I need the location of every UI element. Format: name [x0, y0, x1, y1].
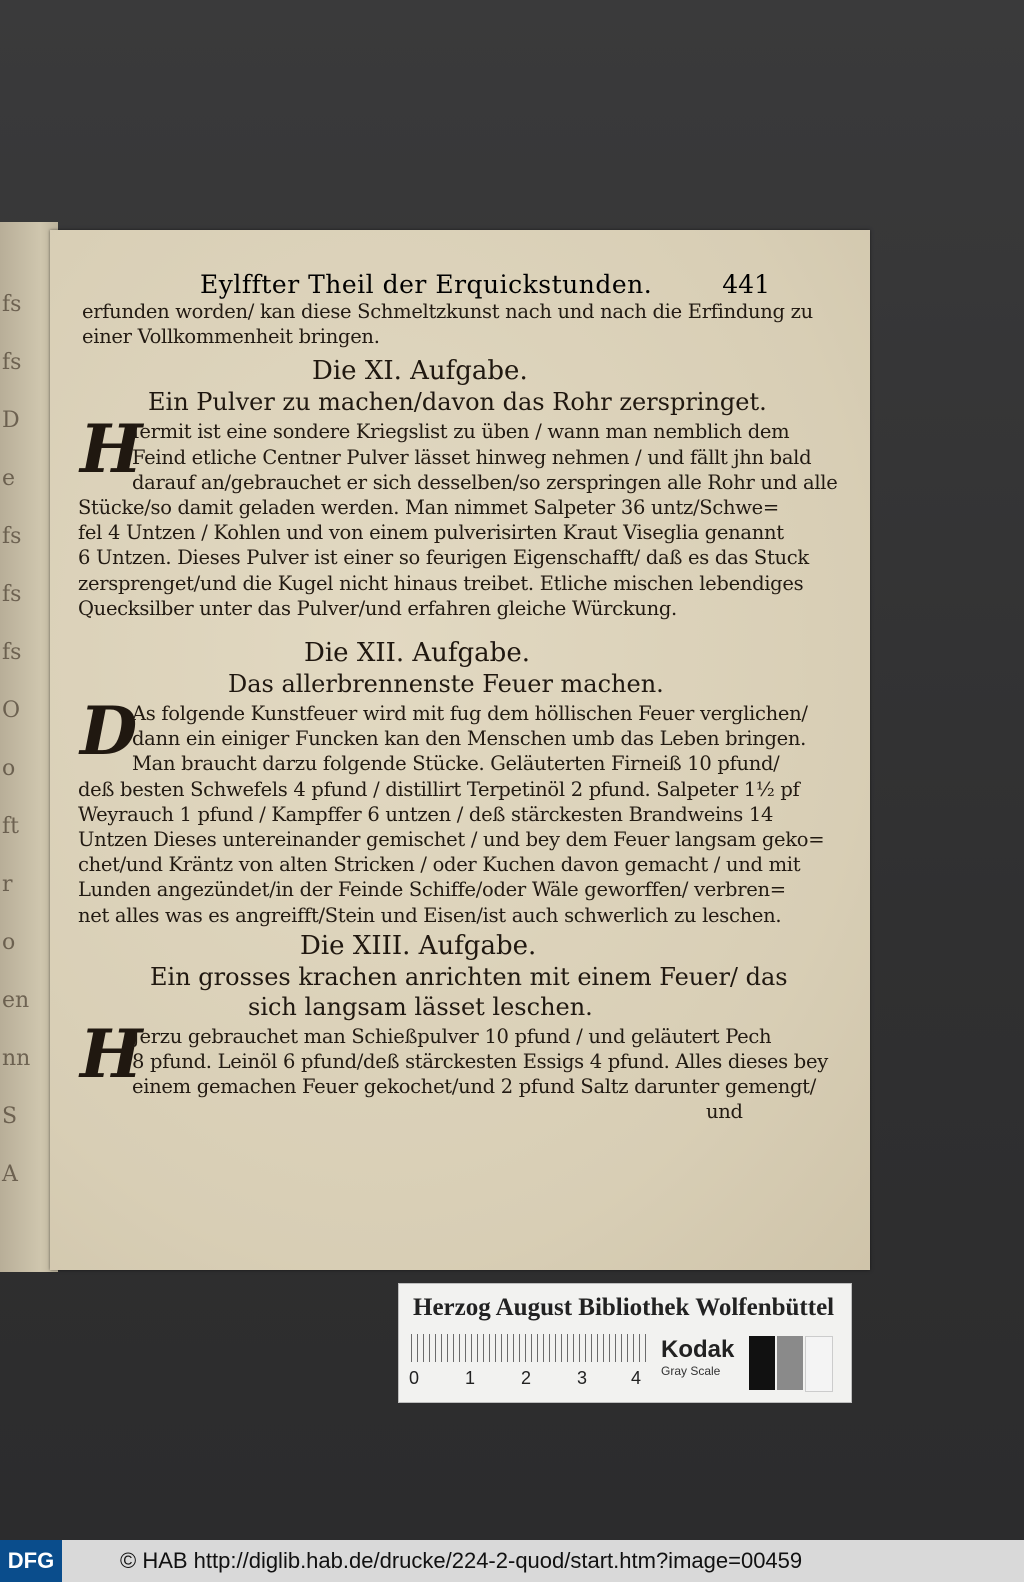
running-head	[200, 270, 770, 304]
section-heading: Die XIII. Aufgabe.	[300, 930, 537, 961]
color-calibration-label	[398, 1283, 852, 1403]
previous-page-glyph: ft	[2, 814, 19, 839]
drop-initial: H	[80, 410, 143, 489]
section-subheading: Ein Pulver zu machen/davon das Rohr zerspringet.	[148, 388, 767, 417]
previous-page-glyph: D	[2, 408, 20, 433]
text-line: einer Vollkommenheit bringen.	[82, 325, 380, 349]
gray-scale-label: Gray Scale	[661, 1364, 721, 1378]
scale-ruler	[411, 1334, 651, 1362]
text-line: dann ein einiger Funcken kan den Menschen umb das Leben bringen.	[132, 727, 807, 751]
previous-page-glyph: A	[2, 1162, 18, 1187]
previous-page-glyph: fs	[2, 350, 22, 375]
gray-swatch-mid	[777, 1336, 803, 1390]
footer-bar	[0, 1540, 1024, 1582]
previous-page-glyph: O	[2, 698, 21, 723]
previous-page-glyph: e	[2, 466, 16, 491]
text-line: deß besten Schwefels 4 pfund / distillirt Terpetinöl 2 pfund. Salpeter 1½ pf	[78, 777, 800, 801]
previous-page-glyph: o	[2, 756, 16, 781]
ruler-number: 1	[465, 1368, 476, 1388]
text-line: Jerzu gebrauchet man Schießpulver 10 pfund / und geläutert Pech	[132, 1024, 772, 1048]
section-subheading: Ein grosses krachen anrichten mit einem Feuer/ das	[150, 962, 788, 991]
ruler-number: 2	[521, 1368, 532, 1388]
text-line: Weyrauch 1 pfund / Kampffer 6 untzen / deß stärckesten Brandweins 14	[78, 802, 774, 826]
previous-page-glyph: S	[2, 1104, 18, 1129]
text-line: Untzen Dieses untereinander gemischet / und bey dem Feuer langsam geko=	[78, 828, 825, 851]
text-line: Iermit ist eine sondere Kriegslist zu üben / wann man nemblich dem	[132, 420, 790, 444]
page-number: 441	[722, 270, 770, 299]
kodak-logo: Kodak	[661, 1336, 735, 1363]
section-heading: Die XI. Aufgabe.	[312, 356, 528, 387]
running-head-title: Eylffter Theil der Erquickstunden.	[200, 270, 653, 299]
dfg-logo: DFG	[0, 1540, 62, 1582]
text-line: Stücke/so damit geladen werden. Man nimmet Salpeter 36 untz/Schwe=	[78, 496, 779, 519]
previous-page-glyph: fs	[2, 640, 22, 665]
text-line: Quecksilber unter das Pulver/und erfahren gleiche Würckung.	[78, 596, 677, 620]
previous-page-glyph: fs	[2, 292, 22, 317]
text-line: Lunden angezündet/in der Feinde Schiffe/oder Wäle geworffen/ verbren=	[78, 878, 786, 902]
previous-page-glyph: r	[2, 872, 13, 897]
text-line: einem gemachen Feuer gekochet/und 2 pfund Saltz darunter gemengt/	[132, 1075, 816, 1099]
text-line: chet/und Kräntz von alten Stricken / oder Kuchen davon gemacht / und mit	[78, 853, 801, 877]
text-line: net alles was es angreifft/Stein und Eisen/ist auch schwerlich zu leschen.	[78, 903, 782, 927]
institution-name: Herzog August Bibliothek Wolfenbüttel	[413, 1294, 835, 1321]
previous-page-glyph: fs	[2, 582, 22, 607]
text-line: fel 4 Untzen / Kohlen und von einem pulverisirten Kraut Viseglia genannt	[78, 521, 784, 545]
ruler-number: 4	[631, 1368, 642, 1388]
previous-page-glyph: fs	[2, 524, 22, 549]
section-subheading: sich langsam lässet leschen.	[248, 992, 593, 1021]
previous-page-glyph: en	[2, 988, 30, 1013]
text-line: 6 Untzen. Dieses Pulver ist einer so feurigen Eigenschafft/ daß es das Stuck	[78, 546, 809, 570]
text-line: Feind etliche Centner Pulver lässet hinweg nehmen / und fällt jhn bald	[132, 445, 812, 469]
drop-initial: H	[80, 1014, 143, 1093]
text-line: zersprenget/und die Kugel nicht hinaus treibet. Etliche mischen lebendiges	[78, 571, 804, 595]
text-line: Man braucht darzu folgende Stücke. Geläuterten Firneiß 10 pfund/	[132, 752, 780, 776]
section-heading: Die XII. Aufgabe.	[304, 638, 530, 668]
previous-page-glyph: o	[2, 930, 16, 955]
text-line: darauf an/gebrauchet er sich desselben/so zerspringen alle Rohr und alle	[132, 470, 838, 494]
text-line: As folgende Kunstfeuer wird mit fug dem höllischen Feuer verglichen/	[132, 702, 808, 725]
ruler-number: 3	[577, 1368, 588, 1388]
section-subheading: Das allerbrennenste Feuer machen.	[228, 670, 664, 698]
gray-swatch-black	[749, 1336, 775, 1390]
gray-swatch-white	[805, 1336, 833, 1392]
text-line: 8 pfund. Leinöl 6 pfund/deß stärckesten Essigs 4 pfund. Alles dieses bey	[132, 1050, 828, 1073]
catchword: und	[706, 1100, 743, 1124]
previous-page-glyph: nn	[2, 1046, 31, 1071]
footer-link[interactable]: © HAB http://diglib.hab.de/drucke/224-2-quod/start.htm?image=00459	[120, 1548, 803, 1573]
drop-initial: D	[80, 692, 138, 770]
text-line: erfunden worden/ kan diese Schmeltzkunst nach und nach die Erfindung zu	[82, 300, 813, 323]
ruler-number: 0	[409, 1368, 420, 1388]
